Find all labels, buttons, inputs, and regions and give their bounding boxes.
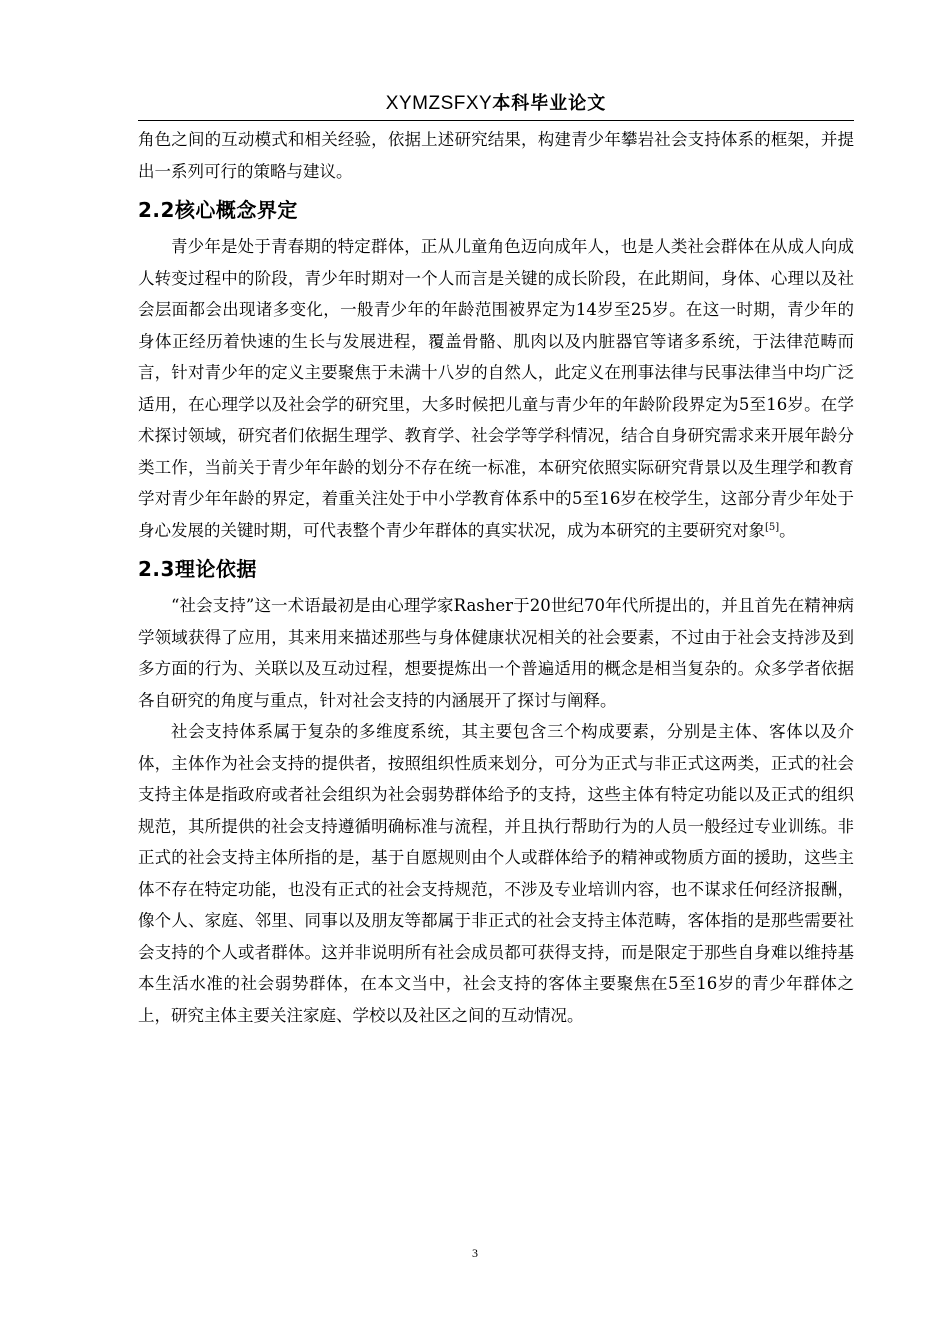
section-heading-2-2: 2.2核心概念界定 bbox=[138, 198, 298, 222]
section-heading-2-3: 2.3理论依据 bbox=[138, 557, 257, 581]
citation-ref: [5] bbox=[765, 521, 780, 533]
page-number: 3 bbox=[472, 1246, 478, 1260]
header-school-code: XYMZSFXY bbox=[385, 93, 493, 114]
page-content bbox=[138, 124, 854, 1031]
section-2-3-paragraph-2: 社会支持体系属于复杂的多维度系统，其主要包含三个构成要素，分别是主体、客体以及介体，主体作为社会支持的提供者，按照组织性质来划分，可分为正式与非正式这两类，正式的社会支持主体是指政府或者社会组织为社会弱势群体给予的支持，这些主体有特定功能以及正式的组织规范，其所提供的社会支持遵循明确标准与流程，并且执行帮助行为的人员一般经过专业训练。非正式的社会支持主体所指的是，基于自愿规则由个人或群体给予的精神或物质方面的援助，这些主体不存在特定功能，也没有正式的社会支持规范，不涉及专业培训内容，也不谋求任何经济报酬，像个人、家庭、邻里、同事以及朋友等都属于非正式的社会支持主体范畴，客体指的是那些需要社会支持的个人或者群体。这并非说明所有社会成员都可获得支持，而是限定于那些自身难以维持基本生活水准的社会弱势群体，在本文当中，社会支持的客体主要聚焦在5至16岁的青少年群体之上，研究主体主要关注家庭、学校以及社区之间的互动情况。 bbox=[138, 722, 854, 1025]
section-2-2-text: 青少年是处于青春期的特定群体，正从儿童角色迈向成年人，也是人类社会群体在从成人向成人转变过程中的阶段，青少年时期对一个人而言是关键的成长阶段，在此期间，身体、心理以及社会层面都会出现诸多变化，一般青少年的年龄范围被界定为14岁至25岁。在这一时期，青少年的身体正经历着快速的生长与发展进程，覆盖骨骼、肌肉以及内脏器官等诸多系统，于法律范畴而言，针对青少年的定义主要聚焦于未满十八岁的自然人，此定义在刑事法律与民事法律当中均广泛适用，在心理学以及社会学的研究里，大多时候把儿童与青少年的年龄阶段界定为5至16岁。在学术探讨领域，研究者们依据生理学、教育学、社会学等学科情况，结合自身研究需求来开展年龄分类工作，当前关于青少年年龄的划分不存在统一标准，本研究依照实际研究背景以及生理学和教育学对青少年年龄的界定，着重关注处于中小学教育体系中的5至16岁在校学生，这部分青少年处于身心发展的关键时期，可代表整个青少年群体的真实状况，成为本研究的主要研究对象 bbox=[138, 237, 854, 540]
header-title: 本科毕业论文 bbox=[492, 93, 607, 114]
section-2-2-paragraph bbox=[138, 231, 854, 546]
section-2-2-end: 。 bbox=[779, 520, 796, 540]
section-2-3-paragraph-1: “社会支持”这一术语最初是由心理学家Rasher于20世纪70年代所提出的，并且首先在精神病学领域获得了应用，其来用来描述那些与身体健康状况相关的社会要素，不过由于社会支持涉及到多方面的行为、关联以及互动过程，想要提炼出一个普遍适用的概念是相当复杂的。众多学者依据各自研究的角度与重点，针对社会支持的内涵展开了探讨与阐释。 bbox=[138, 596, 854, 710]
intro-paragraph: 角色之间的互动模式和相关经验，依据上述研究结果，构建青少年攀岩社会支持体系的框架，并提出一系列可行的策略与建议。 bbox=[138, 130, 854, 181]
page-header bbox=[138, 88, 854, 121]
